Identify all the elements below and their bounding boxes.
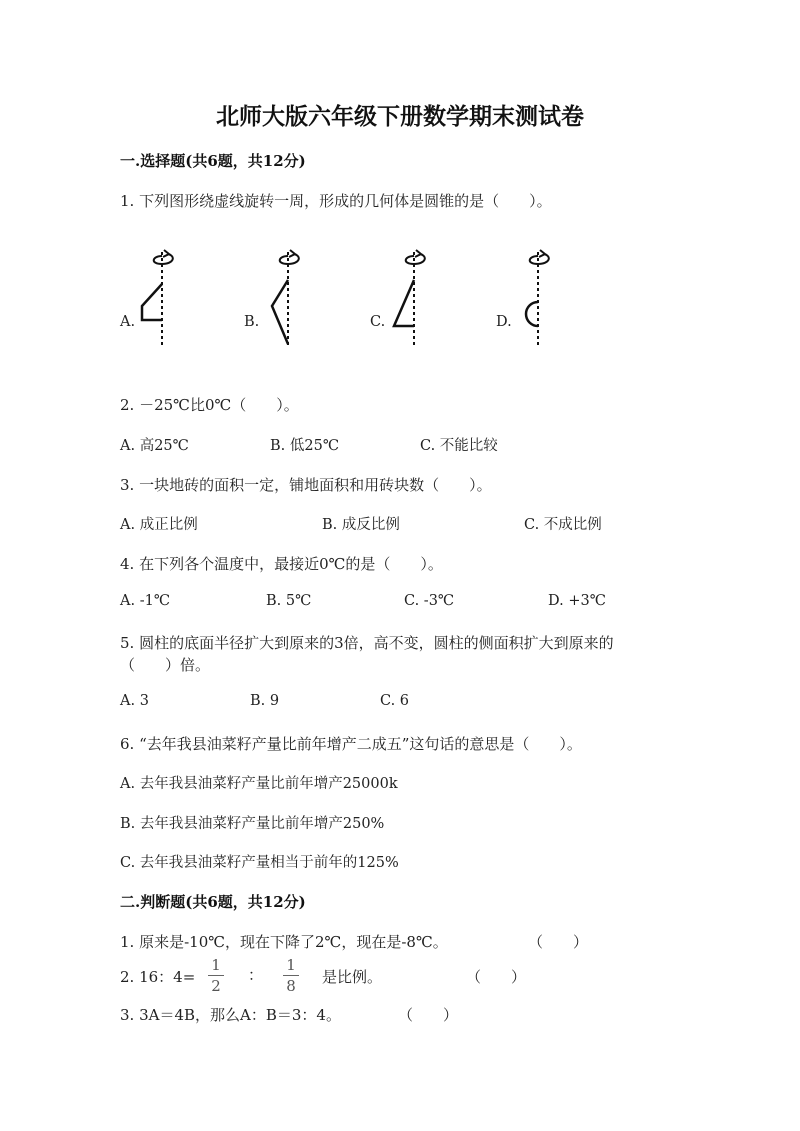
q3-option-a[interactable]: A. 成正比例 [120, 517, 198, 533]
question-6-stem: 6. “去年我县油菜籽产量比前年增产二成五”这句话的意思是（ ）。 [120, 735, 582, 753]
judge-3-answer-blank[interactable]: （ ） [398, 1006, 459, 1024]
figure-option-d-label: D. [496, 314, 512, 330]
fraction-one-half [208, 956, 224, 995]
q6-option-c[interactable]: C. 去年我县油菜籽产量相当于前年的125% [120, 855, 399, 871]
triangle-rotation-figure-icon [264, 244, 304, 350]
question-4-stem: 4. 在下列各个温度中，最接近0℃的是（ ）。 [120, 555, 443, 573]
q5-option-b[interactable]: B. 9 [250, 693, 280, 709]
semicircle-rotation-figure-icon [514, 244, 554, 350]
q3-option-c[interactable]: C. 不成比例 [524, 517, 602, 533]
fraction-denominator: 8 [286, 977, 296, 995]
question-5-stem-line2: （ ）倍。 [120, 656, 211, 674]
judge-2-suffix: 是比例。 [322, 968, 383, 986]
figure-option-a-label: A. [120, 314, 136, 330]
section-heading-judgement: 二.判断题(共6题，共12分) [120, 893, 306, 911]
q2-option-a[interactable]: A. 高25℃ [120, 438, 189, 454]
section-heading-choice: 一.选择题(共6题，共12分) [120, 152, 306, 170]
q3-option-b[interactable]: B. 成反比例 [322, 517, 400, 533]
q5-option-a[interactable]: A. 3 [120, 693, 149, 709]
judge-2-prefix: 2. 16：4= [120, 968, 196, 986]
judge-2-colon: ： [248, 966, 264, 984]
trapezoid-rotation-figure-icon [138, 244, 178, 350]
question-5-stem-line1: 5. 圆柱的底面半径扩大到原来的3倍，高不变，圆柱的侧面积扩大到原来的 [120, 634, 614, 652]
page-title: 北师大版六年级下册数学期末测试卷 [216, 103, 584, 130]
q2-option-b[interactable]: B. 低25℃ [270, 438, 340, 454]
figure-option-c-label: C. [370, 314, 386, 330]
question-3-stem: 3. 一块地砖的面积一定，铺地面积和用砖块数（ ）。 [120, 476, 492, 494]
judge-1-stem: 1. 原来是-10℃，现在下降了2℃，现在是-8℃。 [120, 933, 448, 951]
q5-option-c[interactable]: C. 6 [380, 693, 410, 709]
q4-option-a[interactable]: A. -1℃ [120, 593, 171, 609]
fraction-one-eighth [283, 956, 299, 995]
figure-option-b-label: B. [244, 314, 260, 330]
q4-option-d[interactable]: D. +3℃ [548, 593, 606, 609]
q4-option-c[interactable]: C. -3℃ [404, 593, 455, 609]
fraction-numerator: 1 [211, 956, 221, 974]
question-1-stem: 1. 下列图形绕虚线旋转一周，形成的几何体是圆锥的是（ ）。 [120, 192, 552, 210]
right-triangle-rotation-figure-icon [390, 244, 430, 350]
fraction-numerator: 1 [286, 956, 296, 974]
q4-option-b[interactable]: B. 5℃ [266, 593, 312, 609]
question-2-stem: 2. －25℃比0℃（ ）。 [120, 396, 299, 414]
judge-1-answer-blank[interactable]: （ ） [528, 933, 589, 951]
q6-option-b[interactable]: B. 去年我县油菜籽产量比前年增产250% [120, 816, 385, 832]
judge-2-answer-blank[interactable]: （ ） [466, 968, 527, 986]
q6-option-a[interactable]: A. 去年我县油菜籽产量比前年增产25000k [120, 776, 398, 792]
judge-3-stem: 3. 3A＝4B，那么A：B＝3：4。 [120, 1006, 341, 1024]
q2-option-c[interactable]: C. 不能比较 [420, 438, 498, 454]
fraction-denominator: 2 [211, 977, 221, 995]
fraction-bar [208, 975, 224, 976]
fraction-bar [283, 975, 299, 976]
